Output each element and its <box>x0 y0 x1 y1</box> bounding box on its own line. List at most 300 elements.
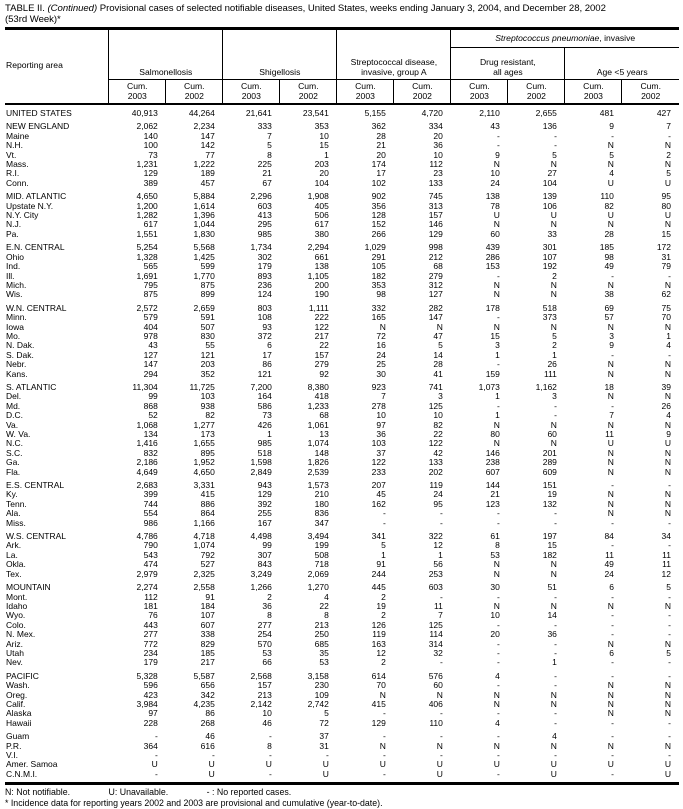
value-cell: N <box>550 289 557 300</box>
value-cell: N <box>436 321 443 332</box>
value-cell: 15 <box>661 228 671 239</box>
table-row-ill <box>5 272 679 281</box>
reporting-area-cell: Idaho <box>6 600 28 611</box>
reporting-area-cell: S. Dak. <box>6 349 34 360</box>
value-cell: U <box>607 438 614 449</box>
reporting-area-cell: D.C. <box>6 410 23 421</box>
value-cell: 104 <box>314 177 329 188</box>
value-cell: - <box>326 750 329 760</box>
value-cell: 139 <box>542 191 557 202</box>
value-cell: 10 <box>376 410 386 421</box>
value-cell: N <box>493 689 500 700</box>
value-cell: 506 <box>314 210 329 221</box>
value-cell: 225 <box>257 159 272 170</box>
value-cell: 86 <box>262 359 272 370</box>
value-cell: - <box>611 610 614 621</box>
value-cell: 105 <box>371 261 386 272</box>
value-cell: 122 <box>371 457 386 468</box>
value-cell: - <box>554 400 557 411</box>
value-cell: N <box>550 698 557 709</box>
value-cell: - <box>668 619 671 630</box>
value-cell: 985 <box>257 438 272 449</box>
value-cell: 5 <box>324 708 329 719</box>
value-cell: 17 <box>376 168 386 179</box>
reporting-area-cell: Mass. <box>6 159 29 170</box>
table-row-vt <box>5 151 679 160</box>
value-cell: 10 <box>490 610 500 621</box>
value-cell: 268 <box>200 717 215 728</box>
value-cell: 2,274 <box>136 582 158 593</box>
value-cell: - <box>497 708 500 719</box>
value-cell: 8,380 <box>307 381 329 392</box>
reporting-area-cell: NEW ENGLAND <box>6 121 70 132</box>
value-cell: 21 <box>262 168 272 179</box>
value-cell: 46 <box>205 731 215 742</box>
value-cell: 36 <box>433 140 443 151</box>
value-cell: 76 <box>148 610 158 621</box>
value-cell: - <box>611 540 614 551</box>
value-cell: 107 <box>200 610 215 621</box>
value-cell: N <box>607 698 614 709</box>
value-cell: 661 <box>314 251 329 262</box>
value-cell: 20 <box>376 149 386 160</box>
value-cell: 24 <box>490 177 500 188</box>
value-cell: N <box>664 489 671 500</box>
value-cell: 609 <box>542 466 557 477</box>
value-cell: 829 <box>200 638 215 649</box>
value-cell: 163 <box>371 638 386 649</box>
value-cell: 179 <box>257 261 272 272</box>
value-cell: 1,830 <box>193 228 215 239</box>
value-cell: 147 <box>143 359 158 370</box>
value-cell: 5,254 <box>136 242 158 253</box>
table-row-pa <box>5 230 679 239</box>
value-cell: 253 <box>428 568 443 579</box>
value-cell: 576 <box>428 670 443 681</box>
value-cell: 60 <box>547 429 557 439</box>
value-cell: 17 <box>262 349 272 360</box>
reporting-area-cell: Nev. <box>6 657 23 668</box>
value-cell: N <box>607 638 614 649</box>
value-cell: 24 <box>433 489 443 500</box>
value-cell: 31 <box>661 251 671 262</box>
value-cell: - <box>440 591 443 602</box>
value-cell: 4,649 <box>136 466 158 477</box>
value-cell: 2 <box>267 591 272 602</box>
table-row-s-c <box>5 449 679 458</box>
reporting-area-cell: W.N. CENTRAL <box>6 302 67 313</box>
reporting-area-cell: Ohio <box>6 251 24 262</box>
value-cell: 21,641 <box>245 108 272 118</box>
value-cell: 125 <box>428 619 443 630</box>
value-cell: 372 <box>257 330 272 341</box>
reporting-area-cell: MOUNTAIN <box>6 582 51 593</box>
table-row-del <box>5 392 679 401</box>
value-cell: N <box>379 689 386 700</box>
value-cell: 20 <box>490 629 500 640</box>
value-cell: 5 <box>609 149 614 160</box>
value-cell: 234 <box>143 647 158 658</box>
value-cell: - <box>611 400 614 411</box>
value-cell: - <box>611 657 614 668</box>
value-cell: 2,296 <box>250 191 272 202</box>
value-cell: 10 <box>262 708 272 719</box>
value-cell: 3,158 <box>307 670 329 681</box>
value-cell: N <box>664 689 671 700</box>
table-row-n-mex <box>5 630 679 639</box>
value-cell: 82 <box>205 410 215 421</box>
value-cell: 36 <box>262 600 272 611</box>
value-cell: - <box>611 717 614 728</box>
value-cell: N <box>664 466 671 477</box>
value-cell: 197 <box>542 531 557 542</box>
value-cell: 21 <box>490 489 500 500</box>
value-cell: 875 <box>200 279 215 290</box>
value-cell: 180 <box>314 498 329 509</box>
value-cell: 607 <box>200 619 215 630</box>
value-cell: 93 <box>262 321 272 332</box>
value-cell: 474 <box>143 559 158 570</box>
value-cell: 1,614 <box>193 200 215 211</box>
value-cell: N <box>607 219 614 230</box>
value-cell: - <box>554 680 557 691</box>
value-cell: 8 <box>495 540 500 551</box>
value-cell: 1 <box>495 349 500 360</box>
value-cell: 67 <box>262 177 272 188</box>
value-cell: 14 <box>433 349 443 360</box>
table-row-alaska <box>5 709 679 718</box>
value-cell: 103 <box>200 391 215 402</box>
value-cell: 20 <box>433 130 443 141</box>
footnote-incidence-note: * Incidence data for reporting years 2002 and 2003 are provisional and cumulative (year-to-date). <box>5 798 383 809</box>
value-cell: 291 <box>371 251 386 262</box>
value-cell: 122 <box>314 321 329 332</box>
reporting-area-cell: Nebr. <box>6 359 27 370</box>
value-cell: 2,659 <box>193 302 215 313</box>
value-cell: 3,494 <box>307 531 329 542</box>
value-cell: N <box>664 359 671 370</box>
value-cell: 1,277 <box>193 419 215 430</box>
column-header-cum-2002: Cum. 2002 <box>394 80 451 105</box>
value-cell: 886 <box>200 498 215 509</box>
value-cell: N <box>607 447 614 458</box>
value-cell: 413 <box>257 210 272 221</box>
value-cell: 97 <box>376 419 386 430</box>
value-cell: 179 <box>143 657 158 668</box>
value-cell: 95 <box>433 498 443 509</box>
value-cell: 1,952 <box>193 457 215 468</box>
value-cell: 40,913 <box>131 108 158 118</box>
value-cell: N <box>493 600 500 611</box>
value-cell: 5 <box>381 540 386 551</box>
reporting-area-cell: P.R. <box>6 740 22 751</box>
table-row-n-h <box>5 141 679 150</box>
value-cell: 192 <box>542 261 557 272</box>
value-cell: 23,541 <box>302 108 329 118</box>
value-cell: 109 <box>314 689 329 700</box>
table-row-va <box>5 421 679 430</box>
value-cell: 614 <box>371 670 386 681</box>
value-cell: 7 <box>438 610 443 621</box>
value-cell: 2,110 <box>479 108 500 118</box>
value-cell: 518 <box>542 302 557 313</box>
value-cell: 418 <box>314 391 329 402</box>
reporting-area-cell: Wyo. <box>6 610 26 621</box>
value-cell: N <box>550 559 557 570</box>
table-title <box>5 3 679 25</box>
value-cell: 8 <box>324 610 329 621</box>
value-cell: 114 <box>429 629 443 640</box>
value-cell: 591 <box>200 312 215 323</box>
value-cell: U <box>493 210 500 221</box>
table-row-s-dak <box>5 351 679 360</box>
value-cell: 1,770 <box>193 270 215 281</box>
value-cell: 162 <box>371 498 386 509</box>
table-title-continued: (Continued) <box>47 3 98 14</box>
table-row-wyo <box>5 611 679 620</box>
value-cell: 99 <box>262 540 272 551</box>
value-cell: U <box>265 759 272 770</box>
value-cell: N <box>550 219 557 230</box>
value-cell: 5 <box>666 168 671 179</box>
reporting-area-cell: Amer. Samoa <box>6 759 58 770</box>
value-cell: 356 <box>371 200 386 211</box>
value-cell: 279 <box>314 359 329 370</box>
value-cell: 1,166 <box>193 517 215 528</box>
value-cell: 803 <box>257 302 272 313</box>
table-row-w-va <box>5 430 679 439</box>
table-row-n-j <box>5 220 679 229</box>
value-cell: 656 <box>200 680 215 691</box>
value-cell: 147 <box>200 130 215 141</box>
value-cell: N <box>493 559 500 570</box>
table-row-wis <box>5 290 679 299</box>
value-cell: 4 <box>552 731 557 742</box>
value-cell: 790 <box>143 540 158 551</box>
value-cell: 1,162 <box>535 381 557 392</box>
value-cell: U <box>322 768 329 779</box>
table-row-kans <box>5 370 679 379</box>
value-cell: 415 <box>200 489 215 500</box>
value-cell: 978 <box>143 330 158 341</box>
column-header-cum-2003: Cum. 2003 <box>337 80 394 105</box>
value-cell: U <box>550 768 557 779</box>
value-cell: 5,328 <box>136 670 158 681</box>
value-cell: - <box>554 750 557 760</box>
value-cell: 2 <box>552 340 557 351</box>
reporting-area-cell: Colo. <box>6 619 26 630</box>
value-cell: 7,200 <box>250 381 272 392</box>
value-cell: 302 <box>257 251 272 262</box>
value-cell: 10 <box>433 149 443 160</box>
value-cell: 12 <box>376 647 386 658</box>
value-cell: 107 <box>542 251 557 262</box>
value-cell: 6 <box>609 582 614 593</box>
value-cell: 830 <box>200 330 215 341</box>
value-cell: 745 <box>428 191 443 202</box>
value-cell: 4 <box>666 340 671 351</box>
value-cell: 21 <box>376 140 386 151</box>
value-cell: 70 <box>376 680 386 691</box>
reporting-area-cell: Ind. <box>6 261 21 272</box>
value-cell: U <box>436 759 443 770</box>
reporting-area-cell: Iowa <box>6 321 24 332</box>
value-cell: 52 <box>148 410 158 421</box>
column-group-streptococcal-disease: Streptococcal disease, invasive, group A <box>337 48 451 80</box>
value-cell: 22 <box>319 600 329 611</box>
reporting-area-cell: N.Y. City <box>6 210 39 221</box>
value-cell: 172 <box>656 242 671 253</box>
value-cell: 7 <box>267 130 272 141</box>
value-cell: 98 <box>376 289 386 300</box>
value-cell: 294 <box>143 368 158 379</box>
value-cell: 99 <box>148 391 158 402</box>
value-cell: - <box>383 708 386 719</box>
value-cell: 46 <box>262 717 272 728</box>
value-cell: 2,568 <box>250 670 272 681</box>
value-cell: 718 <box>314 559 329 570</box>
value-cell: 543 <box>143 549 158 560</box>
value-cell: 238 <box>485 457 500 468</box>
value-cell: 2,683 <box>136 480 158 491</box>
value-cell: 362 <box>371 121 386 132</box>
table-row-ga <box>5 458 679 467</box>
value-cell: 1 <box>552 657 557 668</box>
value-cell: 1,734 <box>250 242 272 253</box>
value-cell: N <box>664 680 671 691</box>
reporting-area-cell: Md. <box>6 400 21 411</box>
value-cell: 307 <box>257 549 272 560</box>
table-row-d-c <box>5 411 679 420</box>
value-cell: 4 <box>666 410 671 421</box>
value-cell: - <box>668 717 671 728</box>
value-cell: 1 <box>666 330 671 341</box>
value-cell: 893 <box>257 270 272 281</box>
value-cell: 127 <box>428 289 443 300</box>
value-cell: 508 <box>314 549 329 560</box>
value-cell: 230 <box>314 680 329 691</box>
value-cell: 1,396 <box>193 210 215 221</box>
value-cell: - <box>611 130 614 141</box>
value-cell: 596 <box>143 680 158 691</box>
value-cell: - <box>554 717 557 728</box>
value-cell: 389 <box>143 177 158 188</box>
value-cell: N <box>550 321 557 332</box>
table-row-e-s-central <box>5 477 679 490</box>
value-cell: 103 <box>371 438 386 449</box>
value-cell: 25 <box>376 359 386 370</box>
value-cell: 24 <box>604 568 614 579</box>
value-cell: 146 <box>485 447 500 458</box>
reporting-area-cell: Mont. <box>6 591 28 602</box>
value-cell: 39 <box>661 381 671 392</box>
value-cell: 91 <box>376 559 386 570</box>
table-row-e-n-central <box>5 239 679 252</box>
value-cell: 406 <box>428 698 443 709</box>
value-cell: - <box>497 591 500 602</box>
value-cell: 142 <box>200 140 215 151</box>
value-cell: - <box>554 508 557 519</box>
value-cell: - <box>497 647 500 658</box>
value-cell: 112 <box>429 159 443 170</box>
value-cell: 73 <box>262 410 272 421</box>
value-cell: 2,742 <box>307 698 329 709</box>
value-cell: 5 <box>666 647 671 658</box>
table-row-mont <box>5 593 679 602</box>
value-cell: 617 <box>143 219 158 230</box>
value-cell: - <box>268 768 272 779</box>
value-cell: 2,849 <box>250 466 272 477</box>
value-cell: - <box>554 670 557 681</box>
value-cell: N <box>664 508 671 519</box>
value-cell: 123 <box>485 498 500 509</box>
notifiable-diseases-table <box>5 27 679 779</box>
value-cell: 985 <box>257 228 272 239</box>
value-cell: 5,568 <box>193 242 215 253</box>
value-cell: 167 <box>257 517 272 528</box>
strep-pneumoniae-rest: , invasive <box>599 32 636 43</box>
reporting-area-cell: Maine <box>6 130 30 141</box>
value-cell: 10 <box>433 410 443 421</box>
value-cell: 554 <box>143 508 158 519</box>
value-cell: 24 <box>376 349 386 360</box>
value-cell: 1,074 <box>193 540 215 551</box>
value-cell: N <box>379 740 386 751</box>
value-cell: 35 <box>319 647 329 658</box>
value-cell: 617 <box>314 219 329 230</box>
value-cell: - <box>268 750 272 760</box>
value-cell: 12 <box>661 568 671 579</box>
column-header-cum-2003: Cum. 2003 <box>223 80 280 105</box>
table-row-mich <box>5 281 679 290</box>
table-row-wash <box>5 681 679 690</box>
value-cell: 415 <box>371 698 386 709</box>
value-cell: 1 <box>495 410 500 421</box>
value-cell: 36 <box>376 429 386 439</box>
value-cell: 110 <box>429 717 443 728</box>
value-cell: 380 <box>314 228 329 239</box>
value-cell: - <box>668 591 671 602</box>
value-cell: U <box>550 759 557 770</box>
value-cell: 22 <box>319 340 329 351</box>
value-cell: N <box>607 466 614 477</box>
value-cell: 1,826 <box>307 457 329 468</box>
value-cell: 86 <box>205 708 215 719</box>
value-cell: - <box>668 610 671 621</box>
value-cell: 527 <box>200 559 215 570</box>
value-cell: 3,249 <box>250 568 272 579</box>
value-cell: 943 <box>257 480 272 491</box>
value-cell: - <box>440 508 443 519</box>
table-row-okla <box>5 560 679 569</box>
value-cell: 33 <box>547 228 557 239</box>
value-cell: N <box>664 708 671 719</box>
reporting-area-cell: Alaska <box>6 708 32 719</box>
value-cell: 1,573 <box>307 480 329 491</box>
reporting-area-cell: Calif. <box>6 698 26 709</box>
value-cell: 2 <box>552 270 557 281</box>
value-cell: 55 <box>205 340 215 351</box>
reporting-area-cell: N.H. <box>6 140 23 151</box>
reporting-area-cell: Ga. <box>6 457 20 468</box>
value-cell: 1,328 <box>136 251 158 262</box>
table-row-n-c <box>5 439 679 448</box>
value-cell: 112 <box>144 591 158 602</box>
value-cell: 233 <box>371 466 386 477</box>
value-cell: N <box>493 568 500 579</box>
value-cell: 5 <box>666 582 671 593</box>
value-cell: 106 <box>542 200 557 211</box>
